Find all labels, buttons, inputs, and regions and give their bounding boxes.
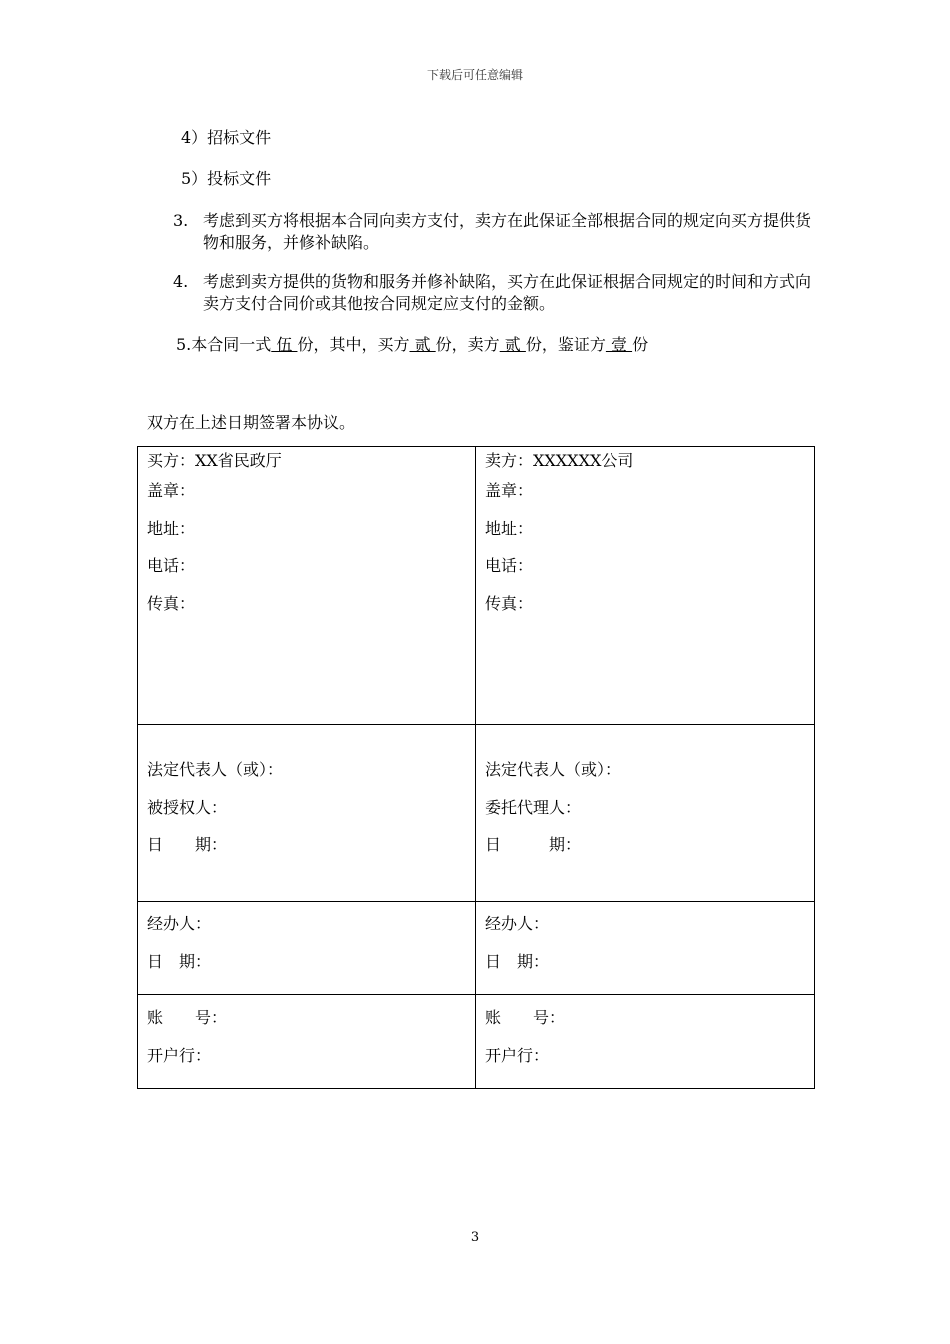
bank-row xyxy=(138,995,815,1089)
sign-intro: 双方在上述日期签署本协议。 xyxy=(147,413,356,432)
buyer-date: 日 期： xyxy=(147,835,228,854)
representative-row xyxy=(138,725,815,902)
clause-5-text-4: 份 xyxy=(632,335,649,354)
seller-handler-cell xyxy=(476,902,815,995)
seller-agent: 委托代理人： xyxy=(485,797,582,817)
clause-4-text: 考虑到卖方提供的货物和服务并修补缺陷，买方在此保证根据合同规定的时间和方式向卖方支付合同价或其他按合同规定应支付的金额。 xyxy=(203,272,812,313)
buyer-account: 账 号： xyxy=(147,1008,228,1027)
seller-rep-cell xyxy=(476,725,815,902)
signature-table xyxy=(137,446,815,1089)
buyer-bank-cell xyxy=(138,995,476,1089)
seller-account: 账 号： xyxy=(485,1008,566,1027)
clause-5-text-2: 份，卖方 xyxy=(435,335,500,354)
clause-4 xyxy=(173,271,813,317)
clause-5 xyxy=(176,334,648,356)
buyer-address: 地址： xyxy=(147,518,196,538)
clause-3 xyxy=(173,210,813,256)
buyer-fax: 传真： xyxy=(147,593,196,613)
page-header: 下载后可任意编辑 xyxy=(426,68,523,82)
buyer-handler-cell xyxy=(138,902,476,995)
seller-party: 卖方：XXXXXX公司 xyxy=(485,451,634,470)
seller-legal-rep: 法定代表人（或）： xyxy=(485,760,622,779)
seller-address: 地址： xyxy=(485,518,534,538)
clause-3-text: 考虑到买方将根据本合同向卖方支付，卖方在此保证全部根据合同的规定向买方提供货物和服务，并修补缺陷。 xyxy=(203,211,812,252)
buyer-phone: 电话： xyxy=(147,556,196,575)
seller-handler: 经办人： xyxy=(485,914,550,933)
clause-4-number: 4. xyxy=(173,272,189,291)
list-item-tender-docs: 4）招标文件 xyxy=(181,128,272,147)
copies-total: 伍 xyxy=(271,335,298,354)
seller-fax: 传真： xyxy=(485,593,534,613)
clause-5-prefix: 5.本合同一式 xyxy=(176,335,272,354)
party-info-row xyxy=(138,447,815,725)
buyer-authorized-person: 被授权人： xyxy=(147,797,228,817)
copies-buyer: 贰 xyxy=(409,335,436,354)
copies-witness: 壹 xyxy=(605,335,633,354)
list-item-bid-docs: 5）投标文件 xyxy=(181,169,272,188)
page-number: 3 xyxy=(470,1230,480,1245)
seller-seal: 盖章： xyxy=(485,481,534,500)
buyer-handler: 经办人： xyxy=(147,914,212,933)
clause-5-text-3: 份，鉴证方 xyxy=(525,335,606,354)
buyer-seal: 盖章： xyxy=(147,481,196,500)
buyer-info-cell xyxy=(138,447,476,725)
seller-bank: 开户行： xyxy=(485,1045,550,1065)
buyer-handler-date: 日 期： xyxy=(147,951,212,971)
seller-phone: 电话： xyxy=(485,556,534,575)
copies-seller: 贰 xyxy=(499,335,526,354)
clause-5-text-1: 份，其中，买方 xyxy=(297,335,410,354)
handler-row xyxy=(138,902,815,995)
buyer-rep-cell xyxy=(138,725,476,902)
seller-date: 日 期： xyxy=(485,835,582,854)
buyer-legal-rep: 法定代表人（或）： xyxy=(147,760,284,779)
seller-handler-date: 日 期： xyxy=(485,951,550,971)
buyer-bank: 开户行： xyxy=(147,1045,212,1065)
buyer-party: 买方：XX省民政厅 xyxy=(147,451,282,470)
seller-info-cell xyxy=(476,447,815,725)
seller-bank-cell xyxy=(476,995,815,1089)
clause-3-number: 3. xyxy=(173,211,189,230)
